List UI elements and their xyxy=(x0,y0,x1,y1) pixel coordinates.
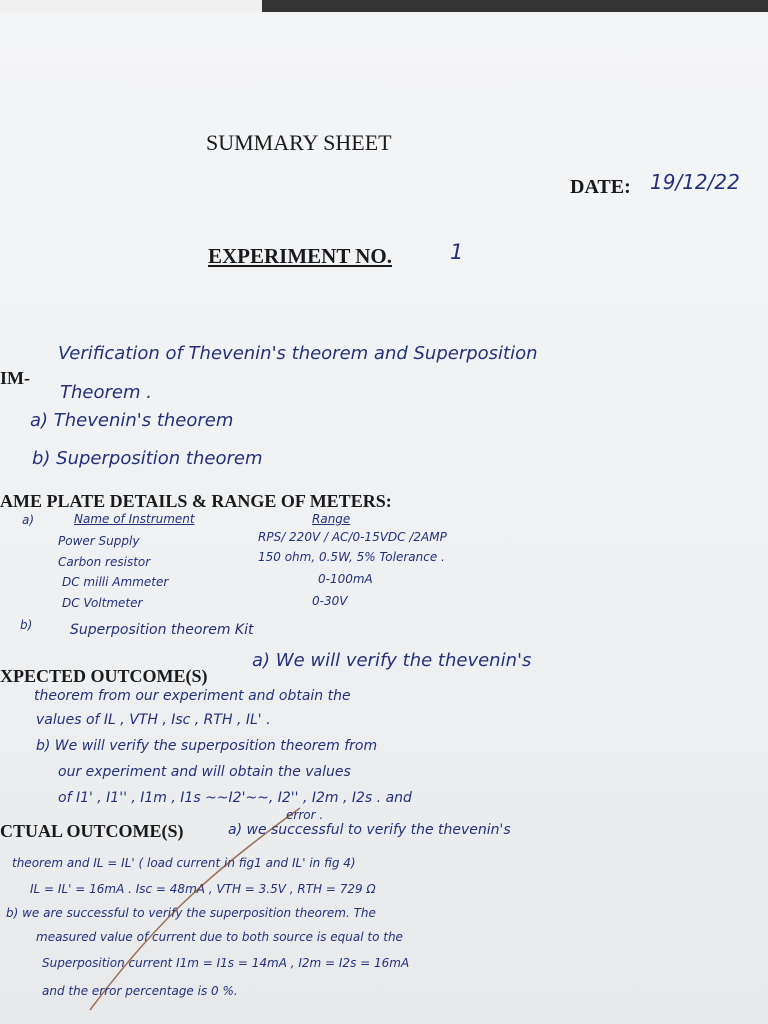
expected-outcome-label: XPECTED OUTCOME(S) xyxy=(0,666,208,686)
instrument-name: Power Supply xyxy=(58,534,140,548)
instrument-name: Carbon resistor xyxy=(58,555,151,569)
actual-line: theorem and IL = IL' ( load current in fig1 and IL' in fig 4) xyxy=(12,856,356,870)
instrument-name-header: Name of Instrument xyxy=(74,512,195,526)
instrument-name: DC milli Ammeter xyxy=(62,575,169,589)
date-label: DATE: xyxy=(570,176,631,198)
name-plate-label: AME PLATE DETAILS & RANGE OF METERS: xyxy=(0,491,392,511)
expected-line: values of IL , VTH , Isc , RTH , IL' . xyxy=(36,712,271,728)
instrument-range: 0-30V xyxy=(312,594,348,608)
instrument-range: 150 ohm, 0.5W, 5% Tolerance . xyxy=(258,550,445,564)
actual-line: IL = IL' = 16mA . Isc = 48mA , VTH = 3.5V , RTH = 729 Ω xyxy=(30,882,376,896)
actual-line: Superposition current I1m = I1s = 14mA , I2m = I2s = 16mA xyxy=(42,956,410,970)
experiment-label: EXPERIMENT NO. xyxy=(208,244,392,268)
aim-item-a: a) Thevenin's theorem xyxy=(30,410,234,431)
aim-line-1: Verification of Thevenin's theorem and Superposition xyxy=(58,343,538,364)
experiment-number: 1 xyxy=(450,240,464,264)
range-header: Range xyxy=(312,512,351,526)
expected-line: of I1' , I1'' , I1m , I1s ~~I2'~~, I2'' , I2m , I2s . and xyxy=(58,790,412,806)
actual-line: a) we successful to verify the thevenin's xyxy=(228,822,511,838)
page-title: SUMMARY SHEET xyxy=(206,130,392,155)
instrument-range: 0-100mA xyxy=(318,572,373,586)
instrument-range: RPS/ 220V / AC/0-15VDC /2AMP xyxy=(258,530,447,544)
instrument-name: DC Voltmeter xyxy=(62,596,143,610)
aim-label: IM- xyxy=(0,368,30,388)
kit-name: Superposition theorem Kit xyxy=(70,622,254,638)
actual-line: and the error percentage is 0 %. xyxy=(42,984,238,998)
expected-line: error . xyxy=(286,808,324,822)
actual-outcome-label: CTUAL OUTCOME(S) xyxy=(0,821,184,841)
expected-line: a) We will verify the thevenin's xyxy=(252,650,532,671)
date-value: 19/12/22 xyxy=(650,170,740,194)
expected-line: our experiment and will obtain the values xyxy=(58,764,351,780)
name-plate-section-b: b) xyxy=(20,618,33,632)
actual-line: b) we are successful to verify the superposition theorem. The xyxy=(6,906,376,920)
expected-line: theorem from our experiment and obtain the xyxy=(34,688,351,704)
name-plate-section-a: a) xyxy=(22,513,35,527)
actual-line: measured value of current due to both source is equal to the xyxy=(36,930,403,944)
aim-item-b: b) Superposition theorem xyxy=(32,448,263,469)
expected-line: b) We will verify the superposition theorem from xyxy=(36,738,378,754)
aim-line-2: Theorem . xyxy=(60,382,152,403)
